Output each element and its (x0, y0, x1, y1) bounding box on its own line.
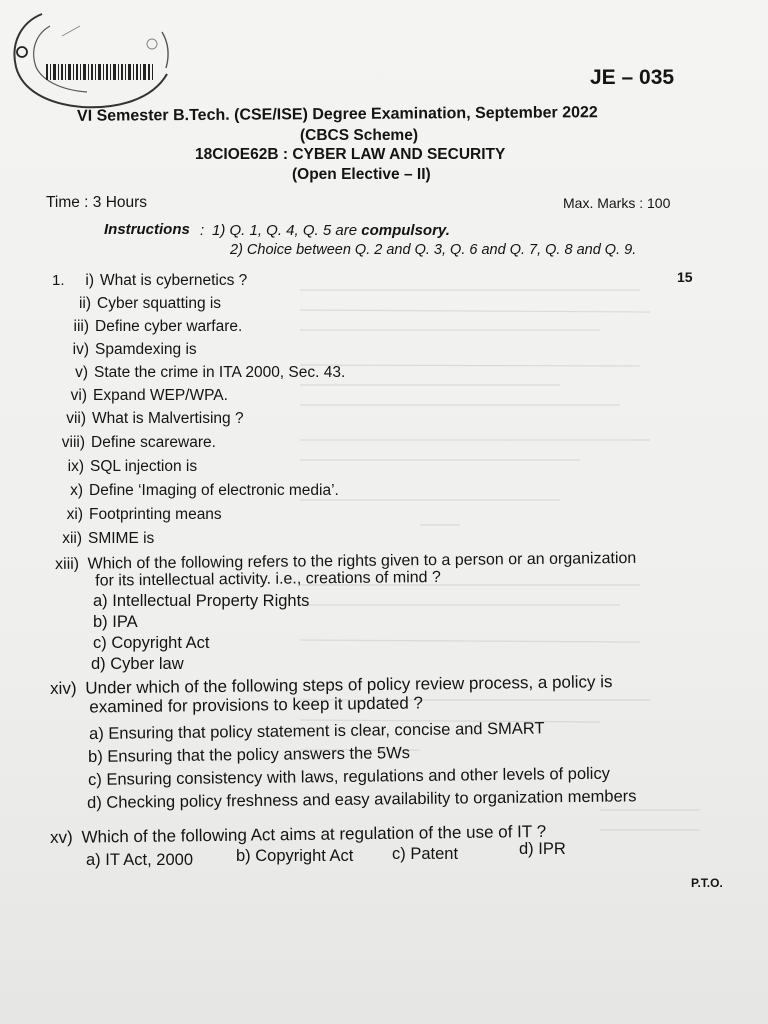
instruction-1 (212, 222, 450, 239)
sub-question-number: xii) (62, 530, 82, 547)
sub-question (51, 434, 216, 452)
sub-question (54, 364, 345, 382)
mcq-option: b) IPA (93, 613, 138, 631)
question-number: 1. (52, 272, 65, 289)
time-duration: Time : 3 Hours (46, 194, 148, 211)
sub-question (55, 318, 242, 336)
mcq-question-xiv (50, 673, 613, 716)
sub-question-number: viii) (61, 434, 85, 451)
paper-code: JE – 035 (590, 66, 675, 89)
course-title: 18CIOE62B : CYBER LAW AND SECURITY (195, 146, 506, 163)
mcq-option: a) IT Act, 2000 (86, 851, 194, 869)
mcq-text-line1: Under which of the following steps of policy review process, a policy is (85, 672, 613, 698)
sub-question-text: Spamdexing is (95, 341, 197, 358)
sub-question-text: Define ‘Imaging of electronic media’. (89, 482, 339, 499)
instructions-colon: : (200, 222, 205, 239)
mcq-question-xiii (55, 550, 637, 590)
sub-question (57, 295, 221, 313)
sub-question-text: Define scareware. (91, 434, 216, 451)
mcq-text-line1: Which of the following refers to the rights given to a person or an organization (87, 549, 637, 573)
mcq-option: d) IPR (519, 840, 566, 858)
mcq-option: c) Ensuring consistency with laws, regulations and other levels of policy (88, 764, 611, 789)
mcq-text-line1: Which of the following Act aims at regulation of the use of IT ? (81, 821, 547, 847)
sub-question-number: ix) (67, 458, 84, 475)
sub-question (53, 387, 228, 405)
sub-question-number: i) (85, 272, 94, 289)
sub-question-text: SQL injection is (90, 458, 198, 475)
sub-question (60, 272, 247, 290)
sub-question-text: What is cybernetics ? (100, 272, 248, 289)
sub-question-text: Footprinting means (89, 506, 222, 523)
exam-title: VI Semester B.Tech. (CSE/ISE) Degree Examination, September 2022 (76, 104, 598, 125)
please-turn-over: P.T.O. (691, 876, 723, 890)
university-seal-stamp (2, 12, 174, 112)
max-marks: Max. Marks : 100 (563, 195, 671, 211)
sub-question-number: iii) (73, 318, 89, 335)
sub-question-text: Cyber squatting is (97, 295, 222, 312)
sub-question-number: iv) (72, 341, 89, 358)
mcq-option: c) Patent (392, 845, 459, 863)
instruction-1-text: 1) Q. 1, Q. 4, Q. 5 are (212, 222, 358, 239)
sub-question (49, 482, 339, 500)
mcq-option: d) Checking policy freshness and easy availability to organization members (87, 787, 637, 812)
mcq-option: a) Intellectual Property Rights (93, 592, 310, 610)
sub-question-number: vii) (66, 410, 86, 427)
sub-question-number: x) (70, 482, 83, 499)
sub-question-number: xiv) (49, 678, 77, 698)
mcq-option: b) Ensuring that the policy answers the 5Ws (88, 744, 411, 766)
instruction-2: 2) Choice between Q. 2 and Q. 3, Q. 6 and Q. 7, Q. 8 and Q. 9. (230, 242, 637, 258)
sub-question (48, 530, 154, 548)
sub-question-number: vi) (70, 387, 87, 404)
sub-question-text: State the crime in ITA 2000, Sec. 43. (94, 364, 346, 381)
elective-title: (Open Elective – II) (292, 166, 431, 183)
sub-question-text: Expand WEP/WPA. (93, 387, 228, 404)
instruction-1-emphasis: compulsory. (361, 222, 450, 239)
sub-question (49, 506, 222, 524)
sub-question-number: xi) (66, 506, 83, 523)
sub-question-text: What is Malvertising ? (92, 410, 244, 427)
sub-question-number: ii) (78, 295, 91, 312)
instructions-label: Instructions (104, 221, 190, 238)
sub-question-number: v) (75, 364, 88, 381)
sub-question (50, 458, 197, 476)
sub-question-number: xiii) (55, 555, 80, 573)
mcq-option: d) Cyber law (91, 655, 184, 673)
sub-question (52, 410, 244, 428)
mcq-option: c) Copyright Act (93, 634, 210, 652)
mcq-option: a) Ensuring that policy statement is clear, concise and SMART (89, 719, 545, 743)
mcq-option: b) Copyright Act (236, 847, 354, 865)
mcq-text-line2: for its intellectual activity. i.e., creations of mind ? (95, 568, 441, 590)
sub-question-text: SMIME is (88, 530, 155, 547)
sub-question-number: xv) (49, 827, 73, 847)
question-marks: 15 (677, 269, 693, 285)
sub-question-text: Define cyber warfare. (95, 318, 243, 335)
mcq-text-line2: examined for provisions to keep it updated ? (89, 693, 424, 717)
sub-question (55, 341, 197, 359)
scheme-title: (CBCS Scheme) (300, 127, 418, 144)
mcq-question-xv (50, 823, 546, 846)
